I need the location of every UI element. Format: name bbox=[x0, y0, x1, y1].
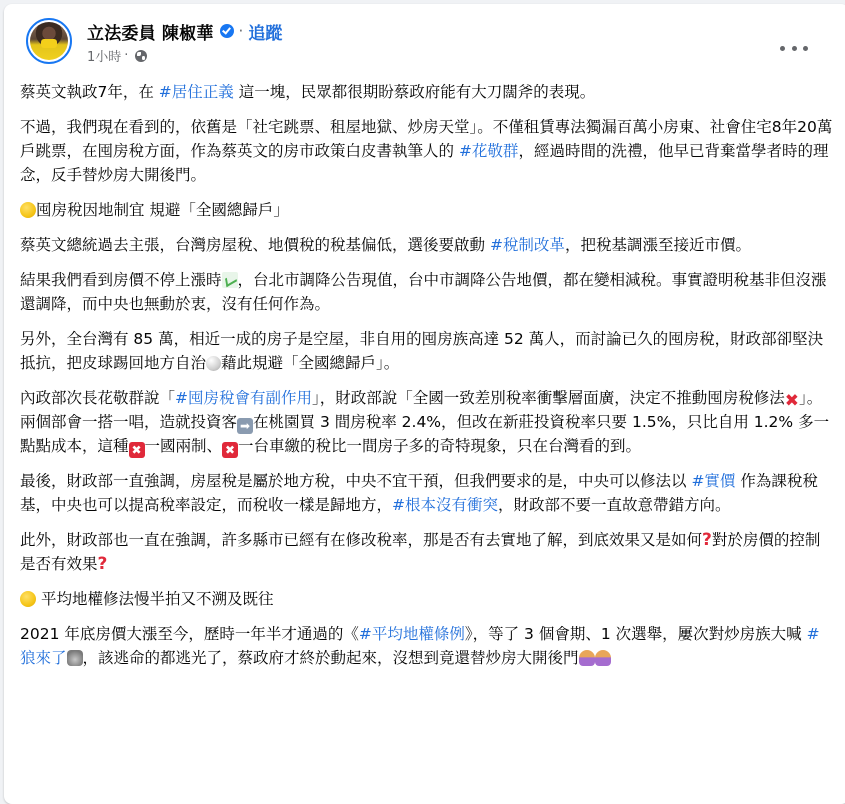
question-mark-icon: ? bbox=[97, 554, 108, 574]
text: 2021 年底房價大漲至今，歷時一年半才通過的《 bbox=[20, 625, 359, 643]
paragraph-6 bbox=[20, 386, 835, 458]
ball-icon bbox=[206, 356, 221, 371]
wolf-icon bbox=[67, 650, 83, 666]
hashtag-link[interactable]: #實價 bbox=[691, 472, 736, 490]
text: 在桃園買 3 間房稅率 2.4%，但改在新莊投資稅率只要 1.5%，只比自用 1.2% 多一點點成本，這種 bbox=[20, 413, 830, 455]
text: 蔡英文執政7年，在 bbox=[20, 83, 159, 101]
more-dot-icon bbox=[803, 46, 808, 51]
text: ，把稅基調漲至接近市價。 bbox=[564, 236, 751, 254]
post-header bbox=[26, 18, 836, 68]
follow-button[interactable]: 追蹤 bbox=[248, 23, 283, 44]
text: ，經過時間的洗禮，他早已背棄當學者時的理念，反手替炒房大開後門。 bbox=[20, 142, 829, 184]
person-shrugging-icon bbox=[579, 650, 595, 666]
text: 藉此規避「全國總歸戶」。 bbox=[221, 354, 400, 372]
text: 》，等了 3 個會期、1 次選舉，屢次對炒房族大喊 bbox=[464, 625, 807, 643]
cross-mark-button-icon: ✖ bbox=[222, 442, 238, 458]
hashtag-link[interactable]: #狼來了 bbox=[20, 625, 820, 667]
text: 」，財政部說「全國一致差別稅率衝擊層面廣，決定不推動囤房稅修法 bbox=[312, 389, 785, 407]
text: ，台北市調降公告現值，台中市調降公告地價，都在變相減稅。事實證明稅基非但沒漲還調降，而中央也無動於衷，沒有任何作為。 bbox=[20, 271, 827, 313]
text: 內政部次長花敬群說「 bbox=[20, 389, 176, 407]
paragraph-3 bbox=[20, 233, 835, 257]
hashtag-link[interactable]: #花敬群 bbox=[458, 142, 519, 160]
avatar-mask-detail bbox=[41, 39, 57, 48]
text: 結果我們看到房價不停上漲時 bbox=[20, 271, 222, 289]
chart-increasing-icon bbox=[222, 272, 238, 288]
heading-text: 囤房稅因地制宜 規避「全國總歸戶」 bbox=[36, 201, 289, 219]
separator-dot: · bbox=[238, 22, 244, 40]
heading-text: 平均地權修法慢半拍又不溯及既往 bbox=[40, 590, 274, 608]
text: ，該逃命的都逃光了，蔡政府才終於動起來，沒想到竟還替炒房大開後門 bbox=[82, 649, 579, 667]
text: 另外，全台灣有 85 萬，相近一成的房子是空屋，非自用的囤房族高達 52 萬人，而討論已久的囤房稅，財政部卻堅決抵抗，把皮球踢回地方自治 bbox=[20, 330, 824, 372]
more-options-button[interactable] bbox=[780, 38, 808, 58]
more-dot-icon bbox=[780, 46, 785, 51]
text: 最後，財政部一直強調，房屋稅是屬於地方稅，中央不宜干預，但我們要求的是，中央可以修法以 bbox=[20, 472, 692, 490]
section-heading-1 bbox=[20, 198, 835, 222]
post-meta bbox=[87, 46, 147, 65]
paragraph-4 bbox=[20, 268, 835, 316]
hashtag-link[interactable]: #平均地權條例 bbox=[358, 625, 465, 643]
text: 」。兩個部會一搭一唱，造就投資客 bbox=[20, 389, 823, 431]
text: 一台車繳的稅比一間房子多的奇特現象，只在台灣看的到。 bbox=[238, 437, 642, 455]
text: 作為課稅稅基，中央也可以提高稅率設定，而稅收一樣是歸地方， bbox=[20, 472, 818, 514]
text: 此外，財政部也一直在強調，許多縣市已經有在修改稅率，那是否有去實地了解，到底效果又是如何 bbox=[20, 531, 703, 549]
question-mark-icon: ? bbox=[702, 530, 712, 550]
post-timestamp[interactable]: 1小時 bbox=[87, 50, 122, 65]
more-dot-icon bbox=[792, 46, 797, 51]
text: 對於房價的控制是否有效果 bbox=[20, 531, 821, 573]
person-shrugging-icon bbox=[595, 650, 611, 666]
paragraph-5 bbox=[20, 327, 835, 375]
yellow-circle-icon bbox=[20, 591, 36, 607]
hashtag-link[interactable]: #居住正義 bbox=[158, 83, 234, 101]
section-heading-2 bbox=[20, 587, 835, 611]
paragraph-2 bbox=[20, 115, 835, 187]
paragraph-7 bbox=[20, 469, 835, 517]
yellow-circle-icon bbox=[20, 202, 36, 218]
text: 蔡英文總統過去主張，台灣房屋稅、地價稅的稅基偏低，選後要啟動 bbox=[20, 236, 490, 254]
text: ，財政部不要一直故意帶錯方向。 bbox=[498, 496, 731, 514]
post-body bbox=[20, 80, 835, 681]
verified-badge-icon bbox=[220, 24, 234, 38]
paragraph-9 bbox=[20, 622, 835, 670]
author-name[interactable]: 立法委員 陳椒華 bbox=[87, 23, 214, 44]
text: 一國兩制、 bbox=[144, 437, 223, 455]
hashtag-link[interactable]: #稅制改革 bbox=[489, 236, 565, 254]
globe-icon[interactable] bbox=[135, 50, 147, 62]
cross-mark-button-icon: ✖ bbox=[129, 442, 145, 458]
paragraph-1 bbox=[20, 80, 835, 104]
cross-mark-icon: ✖ bbox=[784, 391, 800, 411]
author-avatar[interactable] bbox=[26, 18, 72, 64]
author-row bbox=[87, 20, 282, 42]
meta-separator: · bbox=[124, 48, 129, 63]
text: 不過，我們現在看到的，依舊是「社宅跳票、租屋地獄、炒房天堂」。不僅租賃專法獨漏百萬小房東、社會住宅8年20萬戶跳票，在囤房稅方面，作為蔡英文的房市政策白皮書執筆人的 bbox=[20, 118, 833, 160]
post-card bbox=[4, 4, 845, 804]
right-arrow-icon: ➡ bbox=[237, 418, 253, 434]
hashtag-link[interactable]: #根本沒有衝突 bbox=[392, 496, 499, 514]
paragraph-8 bbox=[20, 528, 835, 576]
hashtag-link[interactable]: #囤房稅會有副作用 bbox=[175, 389, 313, 407]
text: 這一塊，民眾都很期盼蔡政府能有大刀闊斧的表現。 bbox=[233, 83, 596, 101]
